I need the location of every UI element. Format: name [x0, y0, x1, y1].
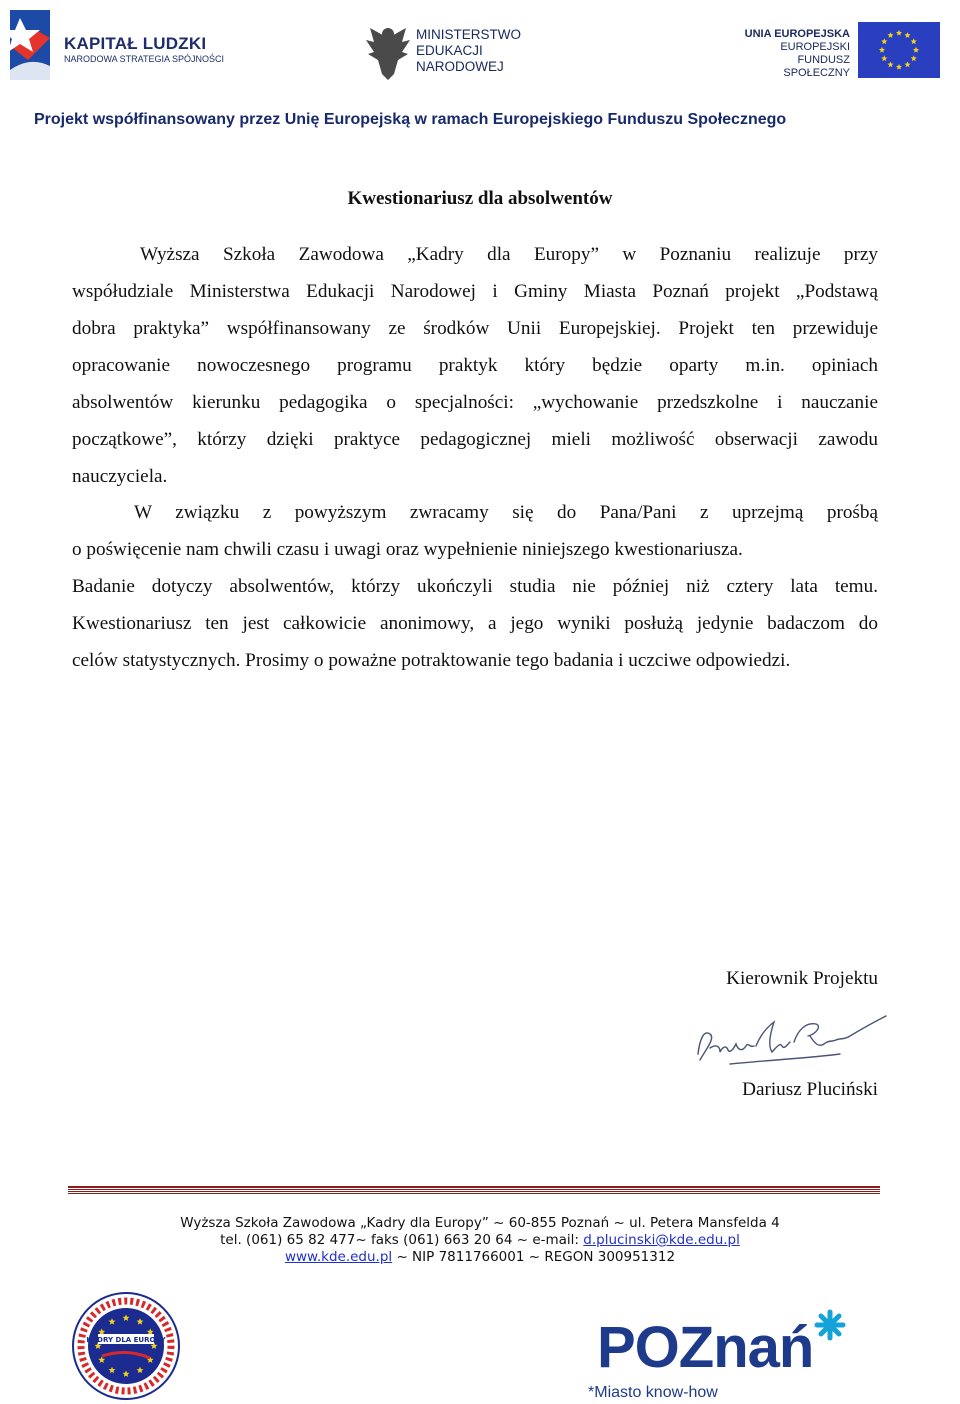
poznan-tagline: *Miasto know-how [588, 1384, 718, 1401]
text-line: Wyższa Szkoła Zawodowa „Kadry dla Europy” w Poznaniu realizuje przy [140, 244, 878, 265]
kapital-ludzki-subtitle: NARODOWA STRATEGIA SPÓJNOŚCI [64, 54, 225, 64]
text-line: W związku z powyższym zwracamy się do Pana/Pani z uprzejmą prośbą [134, 502, 878, 523]
footer-address: Wyższa Szkoła Zawodowa „Kadry dla Europy” ~ 60-855 Poznań ~ ul. Petera Mansfelda 4 [180, 1215, 780, 1231]
website-link[interactable]: www.kde.edu.pl [284, 1249, 393, 1265]
text-line: absolwentów kierunku pedagogika o specjalności: „wychowanie przedszkolne i nauczanie [72, 392, 878, 413]
poznan-wordmark: POZnań [597, 1315, 814, 1380]
signature-name: Dariusz Pluciński [742, 1079, 878, 1100]
ministerstwo-logo-text [416, 27, 521, 75]
text-line: początkowe”, którzy dzięki praktyce pedagogicznej mieli możliwość obserwacji zawodu [72, 429, 878, 450]
text-line: Kwestionariusz ten jest całkowicie anonimowy, a jego wyniki posłużą jedynie badaczom do [72, 613, 878, 634]
text-line: dobra praktyka” współfinansowany ze środków Unii Europejskiej. Projekt ten przewiduje [72, 318, 878, 339]
ministerstwo-line2: EDUKACJI [416, 43, 483, 58]
paragraph-scope [72, 568, 878, 679]
kapital-ludzki-title: KAPITAŁ LUDZKI [64, 34, 207, 53]
paragraph-intro [72, 236, 878, 495]
poznan-tagline-text: Miasto know-how [594, 1384, 718, 1401]
handwritten-signature [690, 1008, 890, 1072]
kde-school-seal-logo [62, 1290, 190, 1402]
eu-line3: FUNDUSZ SPOŁECZNY [783, 54, 850, 79]
kde-seal-caption: KADRY DLA EUROPY [86, 1336, 166, 1344]
footer-divider [68, 1186, 880, 1194]
text-line: celów statystycznych. Prosimy o poważne potraktowanie tego badania i uczciwe odpowiedzi. [72, 650, 791, 671]
footer-nip-regon: ~ NIP 7811766001 ~ REGON 300951312 [392, 1249, 676, 1265]
text-line: Badanie dotyczy absolwentów, którzy ukończyli studia nie później niż cztery lata temu. [72, 576, 878, 597]
ministerstwo-line3: NARODOWEJ [416, 59, 504, 74]
footer-contact [0, 1232, 960, 1250]
text-line: o poświęcenie nam chwili czasu i uwagi oraz wypełnienie niniejszego kwestionariusza. [72, 539, 743, 560]
paragraph-request [72, 494, 878, 568]
eu-line2: EUROPEJSKI [780, 41, 850, 53]
email-link[interactable]: d.plucinski@kde.edu.pl [583, 1232, 740, 1248]
ministerstwo-line1: MINISTERSTWO [416, 27, 521, 42]
project-cofinancing-line: Projekt współfinansowany przez Unię Europejską w ramach Europejskiego Funduszu Społecznego [34, 111, 787, 128]
text-line: nauczyciela. [72, 466, 168, 487]
eu-flag-icon [858, 22, 940, 78]
footer-phone-fax: tel. (061) 65 82 477~ faks (061) 663 20 64 ~ e-mail: [220, 1232, 584, 1248]
footer-registry [0, 1249, 960, 1267]
text-line: opracowanie nowoczesnego programu praktyk który będzie oparty m.in. opiniach [72, 355, 878, 376]
signature-role: Kierownik Projektu [726, 968, 878, 989]
eu-logo-text [740, 28, 850, 80]
text-line: współudziale Ministerstwa Edukacji Narodowej i Gminy Miasta Poznań projekt „Podstawą [72, 281, 878, 302]
document-title: Kwestionariusz dla absolwentów [347, 188, 613, 209]
eu-line1: UNIA EUROPEJSKA [744, 28, 850, 40]
